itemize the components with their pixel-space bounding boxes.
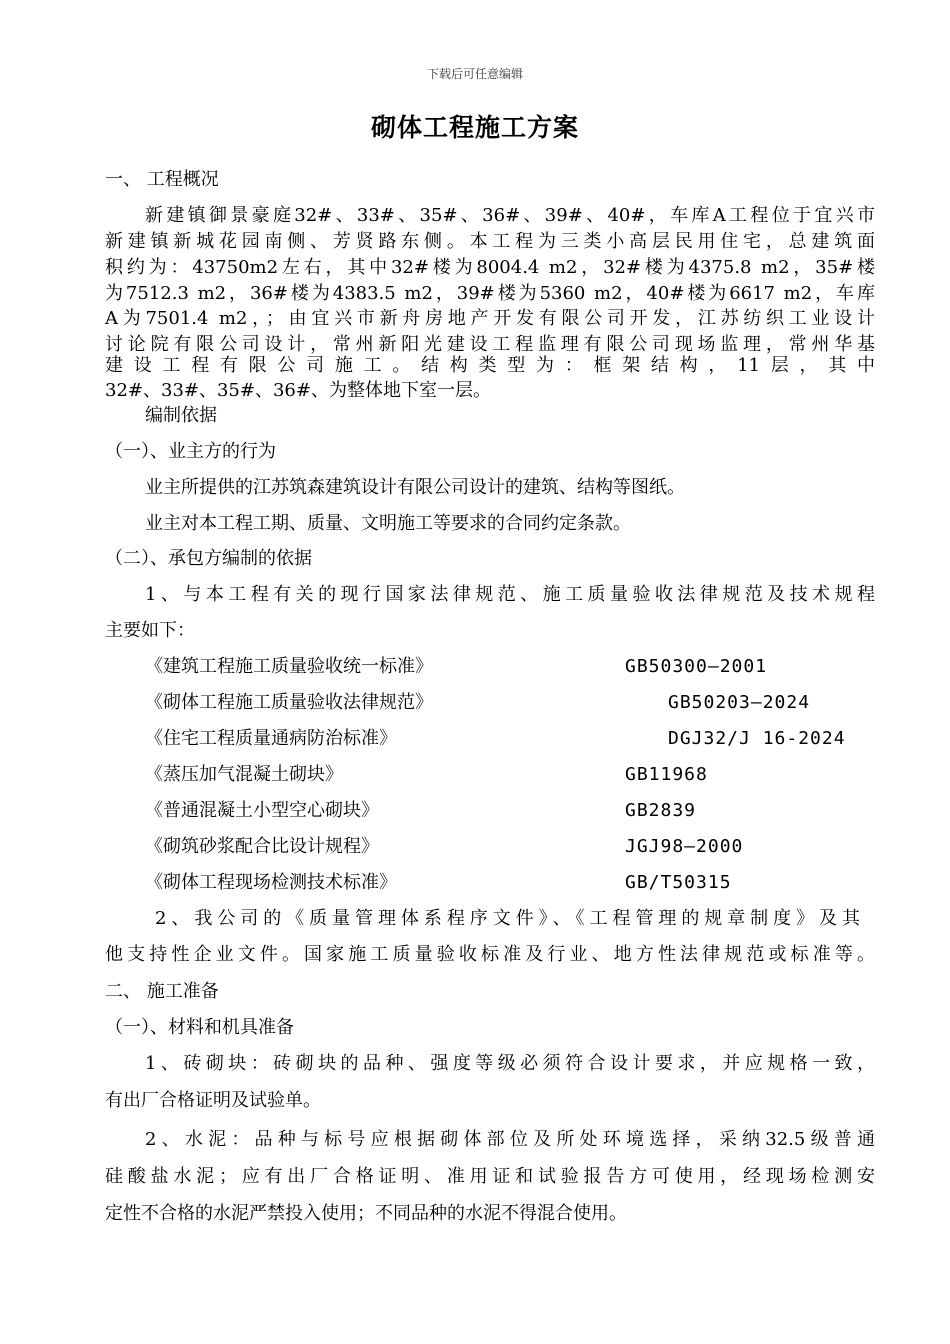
overview-line-1: 新建镇御景豪庭32#、33#、35#、36#、39#、40#，车库A工程位于宜兴市 [145, 205, 875, 226]
standard-name: 《蒸压加气混凝土砌块》 [145, 764, 343, 785]
standard-name: 《砌筑砂浆配合比设计规程》 [145, 836, 379, 857]
contractor-item1-line-1: 1、与本工程有关的现行国家法律规范、施工质量验收法律规范及技术规程 [145, 584, 875, 605]
owner-item-1: 业主所提供的江苏筑森建筑设计有限公司设计的建筑、结构等图纸。 [145, 477, 685, 498]
standard-code: GB/T50315 [625, 872, 732, 893]
overview-line-7: 建设工程有限公司施工。结构类型为：框架结构，11层，其中 [105, 355, 875, 376]
standard-code: JGJ98—2000 [625, 836, 744, 857]
standard-name: 《普通混凝土小型空心砌块》 [145, 800, 379, 821]
cement-line-2: 硅酸盐水泥；应有出厂合格证明、准用证和试验报告方可使用，经现场检测安 [105, 1166, 875, 1187]
owner-item-2: 业主对本工程工期、质量、文明施工等要求的合同约定条款。 [145, 513, 631, 534]
basis-heading: 编制依据 [145, 405, 217, 426]
section1-heading: 一、 工程概况 [105, 169, 219, 190]
cement-line-3: 定性不合格的水泥严禁投入使用；不同品种的水泥不得混合使用。 [105, 1203, 627, 1224]
brick-line-1: 1、砖砌块：砖砌块的品种、强度等级必须符合设计要求，并应规格一致， [145, 1053, 875, 1074]
materials-heading: （一）、材料和机具准备 [105, 1017, 294, 1038]
standard-code: GB50300—2001 [625, 656, 768, 677]
owner-heading: （一）、业主方的行为 [105, 441, 276, 462]
overview-line-6: 讨论院有限公司设计，常州新阳光建设工程监理有限公司现场监理，常州华基 [105, 334, 875, 355]
brick-line-2: 有出厂合格证明及试验单。 [105, 1090, 321, 1111]
overview-line-8: 32#、33#、35#、36#、为整体地下室一层。 [105, 380, 491, 401]
overview-line-5: A为7501.4 m2，；由宜兴市新舟房地产开发有限公司开发，江苏纺织工业设计 [105, 308, 875, 329]
standard-name: 《住宅工程质量通病防治标准》 [145, 728, 397, 749]
overview-line-4: 为7512.3 m2，36#楼为4383.5 m2，39#楼为5360 m2，40#楼为6617 m2，车库 [105, 283, 875, 304]
section2-heading: 二、 施工准备 [105, 981, 219, 1002]
contractor-item1-line-2: 主要如下： [105, 620, 195, 641]
standard-code: GB2839 [625, 800, 697, 821]
standard-name: 《砌体工程施工质量验收法律规范》 [145, 692, 433, 713]
contractor-item2-line-1: 2、我公司的《质量管理体系程序文件》、《工程管理的规章制度》及其 [155, 908, 860, 929]
contractor-heading: （二）、承包方编制的依据 [105, 548, 312, 569]
standard-code: DGJ32/J 16-2024 [668, 728, 846, 749]
standard-name: 《建筑工程施工质量验收统一标准》 [145, 656, 433, 677]
download-watermark: 下载后可任意编辑 [426, 67, 523, 81]
contractor-item2-line-2: 他支持性企业文件。国家施工质量验收标准及行业、地方性法律规范或标准等。 [105, 944, 875, 965]
standard-name: 《砌体工程现场检测技术标准》 [145, 872, 397, 893]
standard-code: GB50203—2024 [668, 692, 811, 713]
overview-line-2: 新建镇新城花园南侧、芳贤路东侧。本工程为三类小高层民用住宅，总建筑面 [105, 231, 875, 252]
standard-code: GB11968 [625, 764, 708, 785]
document-title: 砌体工程施工方案 [370, 113, 579, 142]
cement-line-1: 2、水泥：品种与标号应根据砌体部位及所处环境选择，采纳32.5级普通 [145, 1129, 875, 1150]
overview-line-3: 积约为：43750m2左右，其中32#楼为8004.4 m2，32#楼为4375.8 m2，35#楼 [105, 257, 875, 278]
